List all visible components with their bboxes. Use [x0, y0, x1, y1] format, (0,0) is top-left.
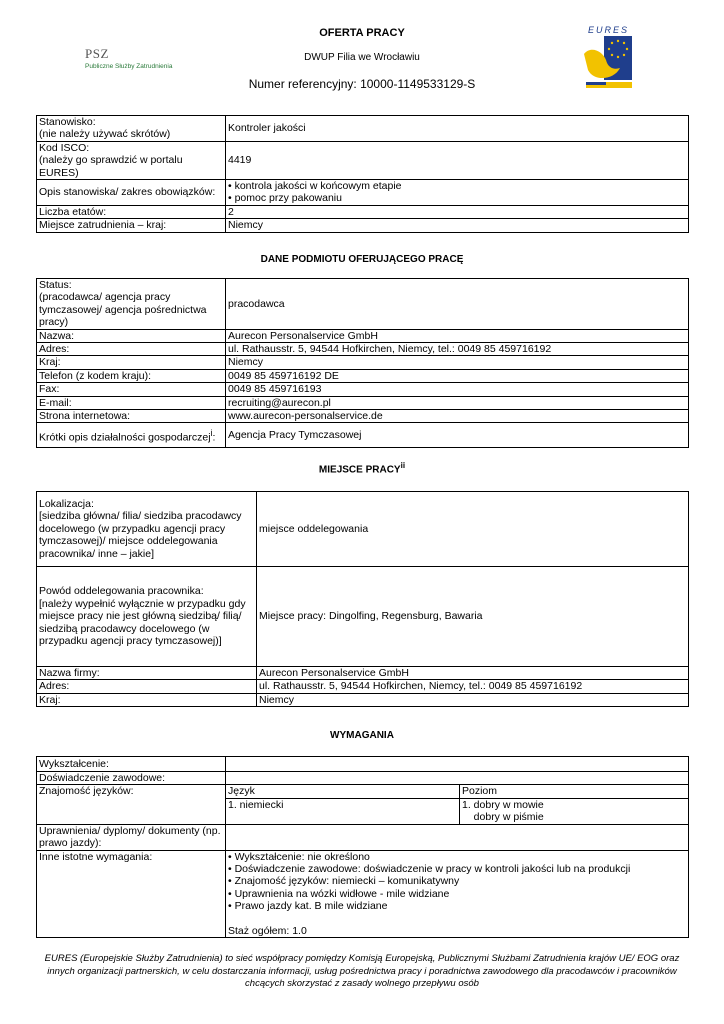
isco-label: Kod ISCO: (należy go sprawdzić w portalu EURES): [37, 141, 226, 179]
table-row: [37, 693, 689, 706]
workplace-address-label: Adres:: [37, 680, 257, 693]
table-row: [37, 383, 689, 396]
email-value[interactable]: recruiting@aurecon.pl: [226, 396, 689, 409]
employer-name-value: Aurecon Personalservice GmbH: [226, 329, 689, 342]
location-value: miejsce oddelegowania: [257, 492, 689, 567]
website-value[interactable]: www.aurecon-personalservice.de: [226, 410, 689, 423]
reference-number: Numer referencyjny: 10000-1149533129-S: [248, 77, 476, 91]
table-row: [37, 329, 689, 342]
isco-value: 4419: [226, 141, 689, 179]
psz-logo-subtitle: Publiczne Służby Zatrudnienia: [85, 63, 173, 70]
employer-address-value: ul. Rathausstr. 5, 94544 Hofkirchen, Niemcy, tel.: 0049 85 459716192: [226, 343, 689, 356]
location-label: Lokalizacja: [siedziba główna/ filia/ siedziba pracodawcy docelowego (w przypadku agencji pracy tymczasowej)/ miejsce oddelegowania pracownika/ inne – jakie]: [37, 492, 257, 567]
position-table: [36, 115, 689, 233]
table-row: [37, 785, 689, 798]
employer-table: [36, 278, 689, 448]
document-title: OFERTA PRACY: [319, 27, 405, 39]
language-column-header: Język: [226, 785, 460, 798]
vacancies-label: Liczba etatów:: [37, 205, 226, 218]
country-label: Miejsce zatrudnienia – kraj:: [37, 219, 226, 232]
requirements-list: [228, 851, 686, 913]
table-row: [37, 423, 689, 448]
delegation-reason-value: Miejsce pracy: Dingolfing, Regensburg, Bawaria: [257, 567, 689, 667]
vacancies-value: 2: [226, 205, 689, 218]
email-label: E-mail:: [37, 396, 226, 409]
list-item: • Wykształcenie: nie określono: [228, 851, 686, 863]
other-requirements-value: [226, 850, 689, 937]
fax-value: 0049 85 459716193: [226, 383, 689, 396]
table-row: [37, 369, 689, 382]
office-name: DWUP Filia we Wrocławiu: [304, 52, 420, 63]
status-label: Status: (pracodawca/ agencja pracy tymczasowej/ agencja pośrednictwa pracy): [37, 279, 226, 330]
table-row: [37, 824, 689, 850]
svg-text:EURES: EURES: [588, 25, 630, 35]
experience-value: [226, 772, 689, 785]
footnote-marker[interactable]: ii: [400, 461, 406, 470]
table-row: [37, 410, 689, 423]
table-row: [37, 180, 689, 206]
total-experience: Staż ogółem: 1.0: [228, 924, 307, 937]
employer-country-label: Kraj:: [37, 356, 226, 369]
table-row: [37, 205, 689, 218]
status-value: pracodawca: [226, 279, 689, 330]
business-description-label: Krótki opis działalności gospodarczej$^i$:: [37, 423, 226, 448]
table-row: [37, 757, 689, 772]
requirements-table: [36, 756, 689, 938]
duties-label: Opis stanowiska/ zakres obowiązków:: [37, 180, 226, 206]
table-row: [37, 396, 689, 409]
requirements-section-title: WYMAGANIA: [330, 730, 394, 741]
workplace-country-value: Niemcy: [257, 693, 689, 706]
employer-section-title: DANE PODMIOTU OFERUJĄCEGO PRACĘ: [260, 254, 464, 265]
delegation-reason-label: Powód oddelegowania pracownika: [należy wypełnić wyłącznie w przypadku gdy miejsce pracy nie jest główną siedzibą/ filią/ siedzibą pracodawcy docelowego (w przypadku agencji pracy tymczasowej)]: [37, 567, 257, 667]
employer-name-label: Nazwa:: [37, 329, 226, 342]
psz-logo-mark: PSZ: [85, 46, 109, 61]
employer-address-label: Adres:: [37, 343, 226, 356]
table-row: [37, 141, 689, 179]
table-row: [37, 680, 689, 693]
workplace-address-value: ul. Rathausstr. 5, 94544 Hofkirchen, Niemcy, tel.: 0049 85 459716192: [257, 680, 689, 693]
table-row: [37, 492, 689, 567]
education-value: [226, 757, 689, 772]
level-column-header: Poziom: [460, 785, 689, 798]
experience-label: Doświadczenie zawodowe:: [37, 772, 226, 785]
permits-value: [226, 824, 689, 850]
table-row: [37, 219, 689, 232]
education-label: Wykształcenie:: [37, 757, 226, 772]
workplace-section-title: MIEJSCE PRACY$^{ii}$: [318, 461, 406, 476]
workplace-country-label: Kraj:: [37, 693, 257, 706]
list-item: • Znajomość języków: niemiecki – komunikatywny: [228, 875, 686, 887]
list-item: • Prawo jazdy kat. B mile widziane: [228, 900, 686, 912]
languages-label: Znajomość języków:: [37, 785, 226, 824]
language-level: 1. dobry w mowie dobry w piśmie: [460, 798, 689, 824]
table-row: [37, 567, 689, 667]
language-name: 1. niemiecki: [226, 798, 460, 824]
list-item: • Uprawnienia na wózki widłowe - mile widziane: [228, 888, 686, 900]
duties-value: • kontrola jakości w końcowym etapie • pomoc przy pakowaniu: [226, 180, 689, 206]
phone-value: 0049 85 459716192 DE: [226, 369, 689, 382]
position-value: Kontroler jakości: [226, 116, 689, 142]
company-name-value: Aurecon Personalservice GmbH: [257, 667, 689, 680]
other-requirements-label: Inne istotne wymagania:: [37, 850, 226, 937]
website-label: Strona internetowa:: [37, 410, 226, 423]
table-row: [37, 850, 689, 937]
employer-country-value: Niemcy: [226, 356, 689, 369]
company-name-label: Nazwa firmy:: [37, 667, 257, 680]
table-row: [37, 279, 689, 330]
country-value: Niemcy: [226, 219, 689, 232]
table-row: [37, 356, 689, 369]
position-label: Stanowisko: (nie należy używać skrótów): [37, 116, 226, 142]
phone-label: Telefon (z kodem kraju):: [37, 369, 226, 382]
footer-note: EURES (Europejskie Służby Zatrudnienia) to sieć współpracy pomiędzy Komisją Europejską, Publicznymi Służbami Zatrudnienia krajów UE/ EOG oraz innych organizacji partnerskich, w celu dostarczania informacji, usług pośrednictwa pracy i poradnictwa zawodowego dla pracodawców i pracowników chcących skorzystać z zasady wolnego przepływu osób: [44, 953, 680, 989]
table-row: [37, 116, 689, 142]
workplace-table: [36, 491, 689, 707]
business-description-value: Agencja Pracy Tymczasowej: [226, 423, 689, 448]
permits-label: Uprawnienia/ dyplomy/ dokumenty (np. prawo jazdy):: [37, 824, 226, 850]
fax-label: Fax:: [37, 383, 226, 396]
table-row: [37, 772, 689, 785]
footnote-marker[interactable]: i: [210, 428, 213, 439]
table-row: [37, 343, 689, 356]
list-item: • Doświadczenie zawodowe: doświadczenie w pracy w kontroli jakości lub na produkcji: [228, 863, 686, 875]
table-row: [37, 667, 689, 680]
